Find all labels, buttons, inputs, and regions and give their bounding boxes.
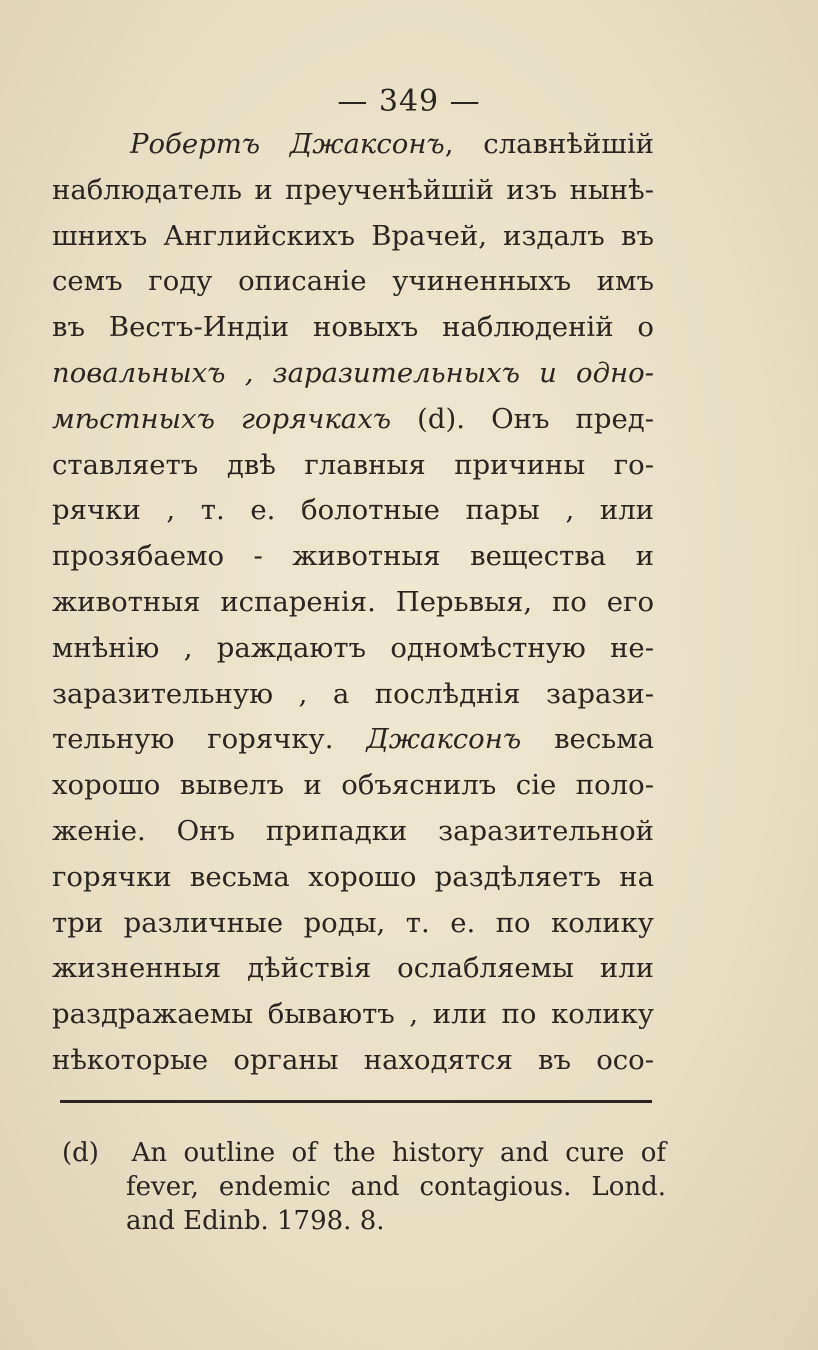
text-line-9: рячки , т. е. болотные пары , или <box>52 494 654 527</box>
line-text: тельную горячку. <box>52 723 367 756</box>
body-text <box>52 122 654 1084</box>
text-line-13: заразительную , а послѣднія зарази- <box>52 677 654 710</box>
italic-phrase: повальныхъ , заразительныхъ и одно- <box>52 356 654 389</box>
text-line-20: раздражаемы бываютъ , или по колику <box>52 998 654 1031</box>
text-line-6 <box>52 351 654 397</box>
text-line-5: въ Вестъ-Индіи новыхъ наблюденій о <box>52 311 654 344</box>
text-line-16: женіе. Онъ припадки заразительной <box>52 814 654 847</box>
text-line-12: мнѣнію , раждаютъ одномѣстную не- <box>52 631 654 664</box>
line-text: , славнѣйшій <box>444 128 654 160</box>
text-line-14 <box>52 717 654 763</box>
text-line-8: ставляетъ двѣ главныя причины го- <box>52 448 654 481</box>
text-line-10: прозябаемо - животныя вещества и <box>52 540 654 573</box>
text-line-17: горячки весьма хорошо раздѣляетъ на <box>52 860 654 893</box>
footnote-marker: (d) <box>62 1138 99 1168</box>
text-line-11: животныя испаренія. Перьвыя, по его <box>52 585 654 618</box>
text-line-4: семъ году описаніе учиненныхъ имъ <box>52 265 654 298</box>
line-text: весьма <box>521 723 654 756</box>
footnote <box>62 1136 666 1238</box>
text-line-3: шнихъ Английскихъ Врачей, издалъ въ <box>52 219 654 252</box>
author-name-italic: Джаксонъ <box>366 723 522 756</box>
text-line-7 <box>52 397 654 443</box>
text-line-1 <box>52 122 654 168</box>
text-line-2: наблюдатель и преученѣйшій изъ нынѣ- <box>52 173 654 206</box>
page-number: — 349 — <box>337 84 481 119</box>
italic-phrase: мѣстныхъ горячкахъ <box>52 402 392 435</box>
text-line-15: хорошо вывелъ и объяснилъ сіе поло- <box>52 769 654 802</box>
text-line-21: нѣкоторые органы находятся въ осо- <box>52 1043 654 1076</box>
footnote-divider <box>60 1100 652 1103</box>
footnote-line-1 <box>62 1136 666 1170</box>
footnote-line-3: and Edinb. 1798. 8. <box>126 1206 385 1236</box>
author-name-italic: Робертъ Джаксонъ <box>130 128 445 160</box>
footnote-text: An outline of the history and cure of <box>131 1138 666 1168</box>
footnote-line-2: fever, endemic and contagious. Lond. <box>126 1172 666 1202</box>
text-line-19: жизненныя дѣйствія ослабляемы или <box>52 952 654 985</box>
text-line-18: три различные роды, т. е. по колику <box>52 906 654 939</box>
line-text: (d). Онъ пред- <box>391 402 654 435</box>
